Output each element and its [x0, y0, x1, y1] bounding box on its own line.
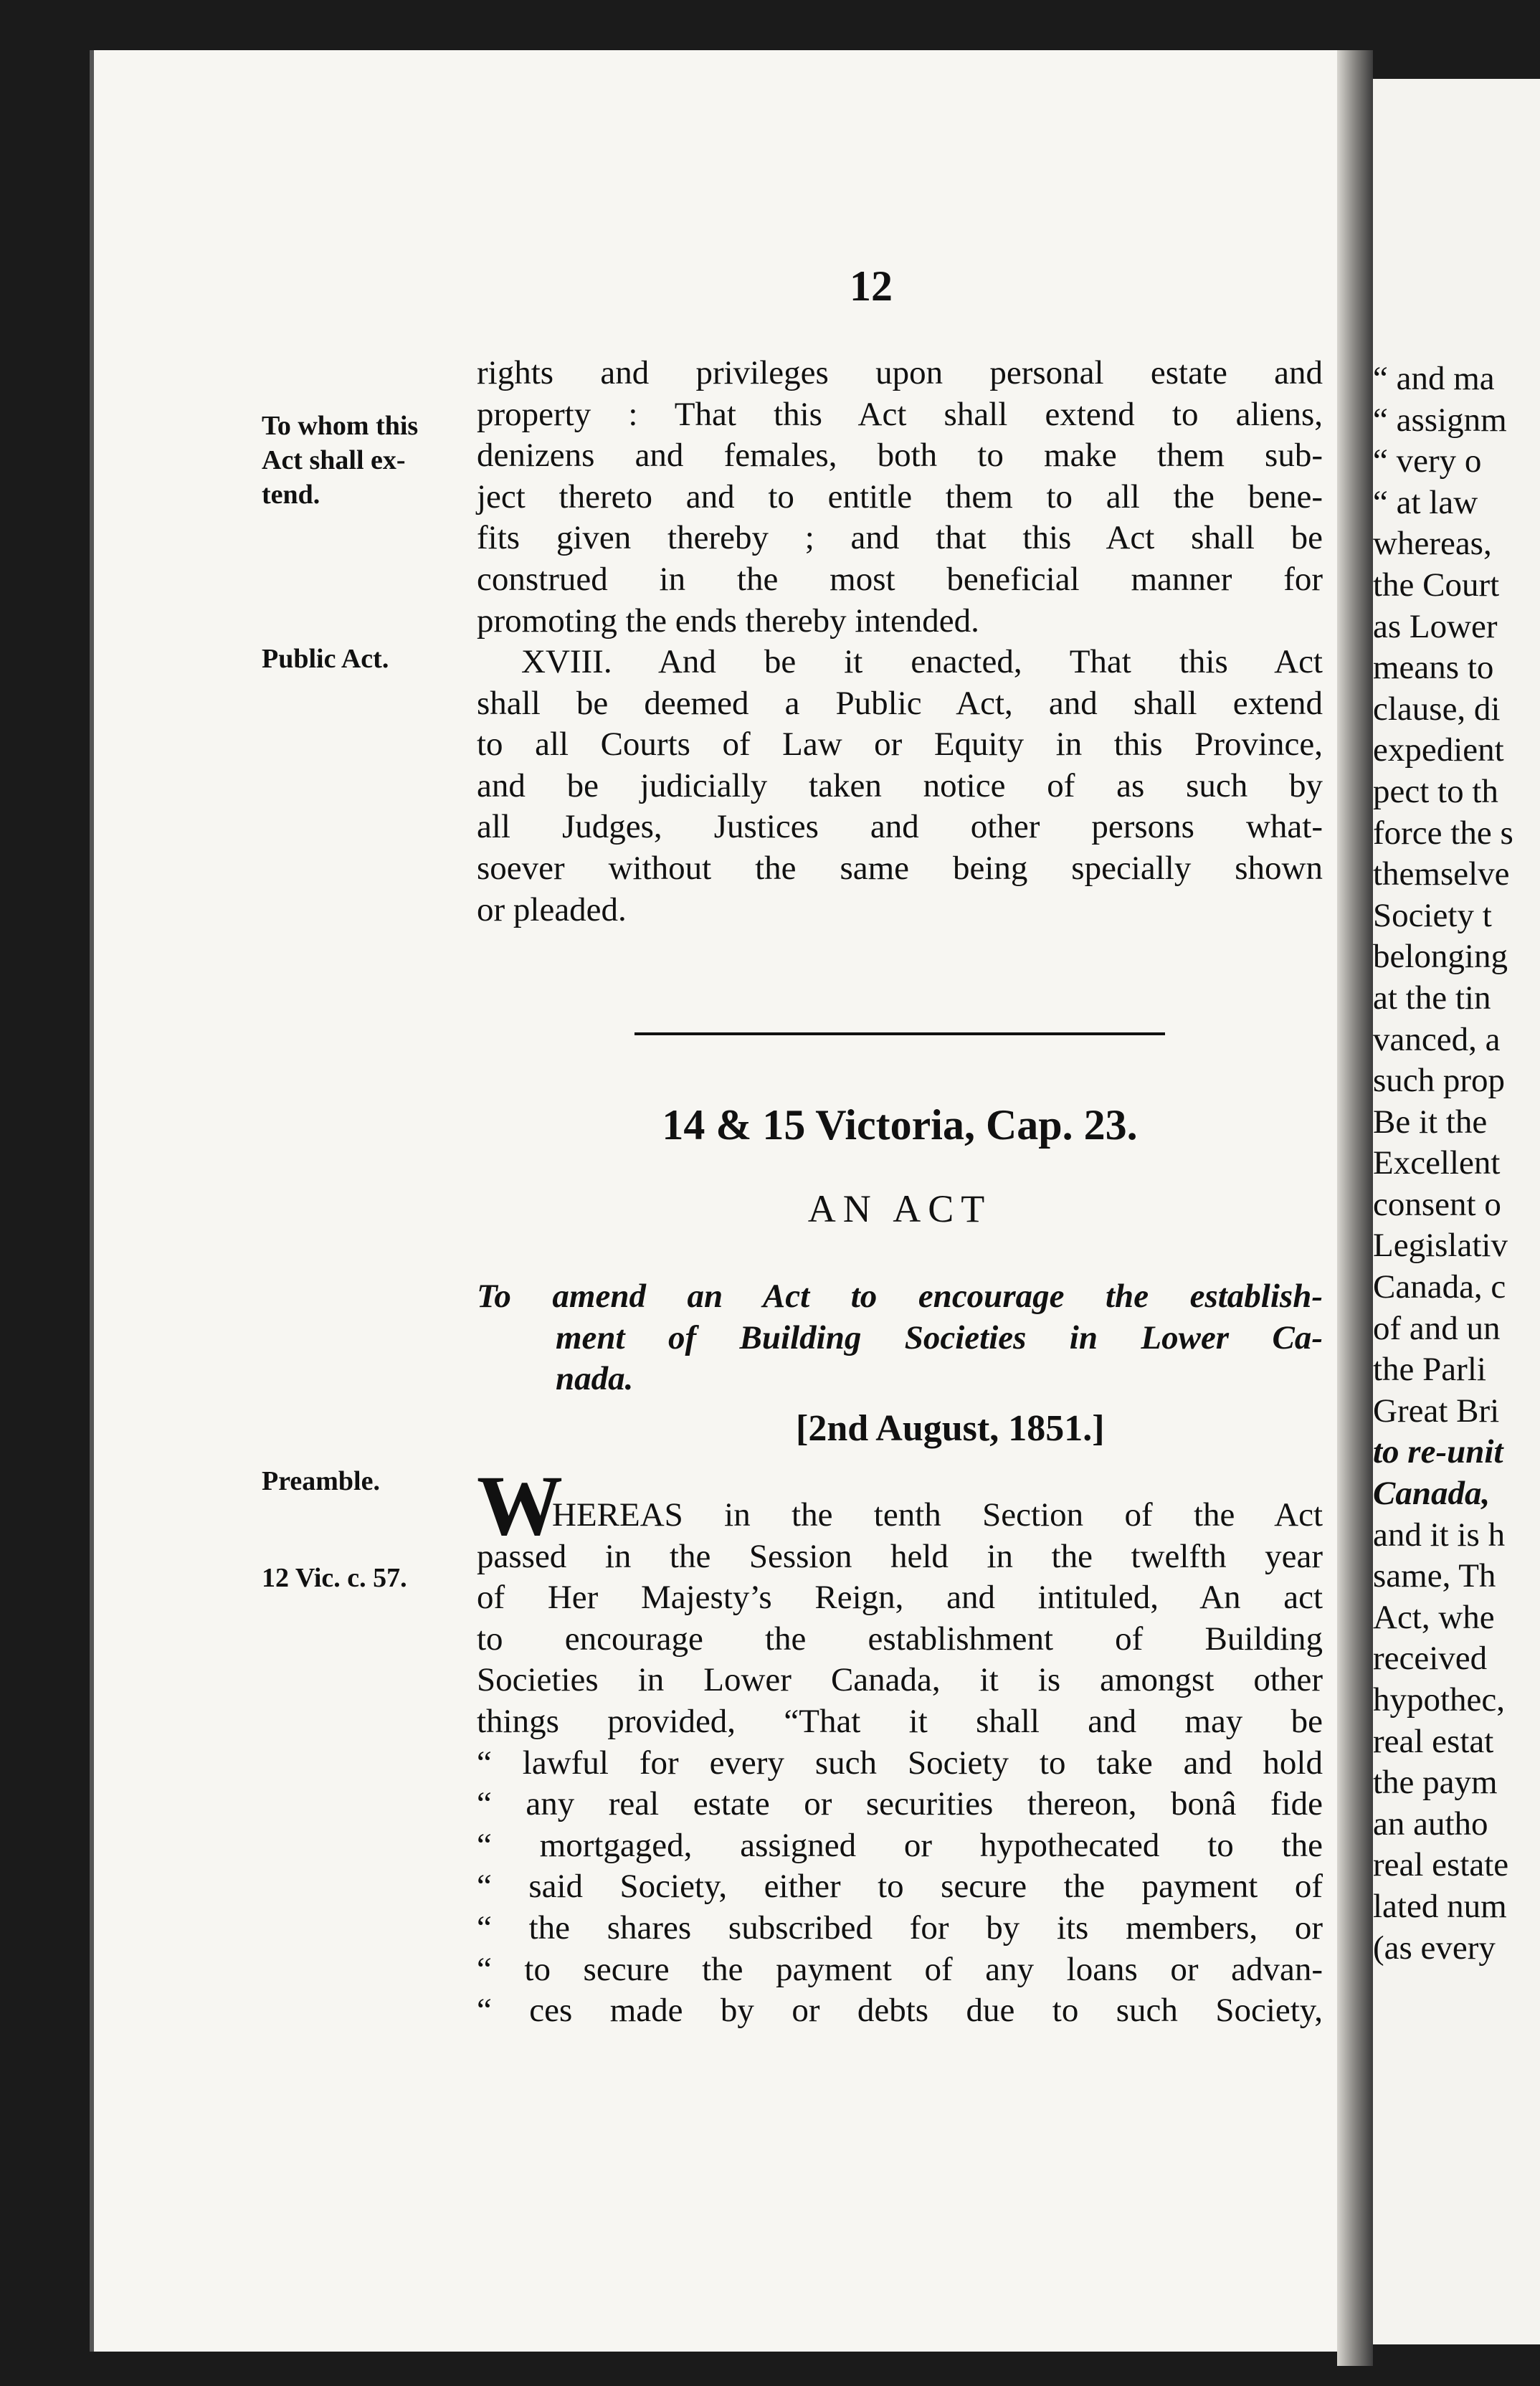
- facing-line: the Court: [1373, 566, 1500, 604]
- facing-line: force the s: [1373, 814, 1513, 852]
- section-divider-rule: [634, 1032, 1165, 1035]
- text-line: “ lawful for every such Society to take and hold: [477, 1744, 1323, 1782]
- facing-line: received: [1373, 1640, 1488, 1678]
- text-line: HEREAS in the tenth Section of the Act: [552, 1496, 1323, 1534]
- facing-line: real estate: [1373, 1846, 1509, 1884]
- text-line: to encourage the establishment of Building: [477, 1620, 1323, 1658]
- facing-line: and it is h: [1373, 1516, 1506, 1554]
- title-line: ment of Building Societies in Lower Ca-: [556, 1318, 1323, 1356]
- text-line: fits given thereby ; and that this Act shall be: [477, 519, 1323, 557]
- facing-line: consent o: [1373, 1185, 1501, 1223]
- text-line: ject thereto and to entitle them to all the bene-: [477, 477, 1323, 515]
- facing-line: Act, whe: [1373, 1598, 1495, 1636]
- text-line: property : That this Act shall extend to aliens,: [477, 395, 1323, 433]
- margin-note-line: Act shall ex-: [262, 445, 406, 475]
- act-citation: 14 & 15 Victoria, Cap. 23.: [662, 1101, 1138, 1149]
- text-line: Societies in Lower Canada, it is amongst other: [477, 1661, 1323, 1699]
- margin-note-preamble: [262, 1464, 462, 1498]
- act-date: [2nd August, 1851.]: [796, 1408, 1105, 1449]
- facing-line: Society t: [1373, 896, 1492, 934]
- facing-line: vanced, a: [1373, 1020, 1501, 1058]
- margin-note-public-act: [262, 642, 462, 676]
- title-line: nada.: [556, 1360, 634, 1398]
- page-number: 12: [850, 262, 893, 310]
- facing-line: Canada,: [1373, 1475, 1491, 1513]
- facing-line: clause, di: [1373, 690, 1501, 728]
- margin-note-citation: [262, 1561, 477, 1595]
- act-title: [477, 1276, 1323, 1400]
- facing-line: the paym: [1373, 1764, 1498, 1802]
- title-line: To amend an Act to encourage the establish-: [477, 1278, 1323, 1315]
- margin-note-line: Public Act.: [262, 644, 389, 674]
- text-line: XVIII. And be it enacted, That this Act: [521, 643, 1323, 680]
- text-line: “ any real estate or securities thereon, bonâ fide: [477, 1785, 1323, 1823]
- margin-note-line: tend.: [262, 480, 320, 510]
- text-line: “ to secure the payment of any loans or advan-: [477, 1950, 1323, 1988]
- text-line: and be judicially taken notice of as such by: [477, 766, 1323, 804]
- facing-line: at the tin: [1373, 979, 1491, 1017]
- facing-line: such prop: [1373, 1062, 1506, 1100]
- facing-line: “ very o: [1373, 442, 1482, 480]
- facing-line: real estat: [1373, 1722, 1494, 1760]
- margin-note-line: 12 Vic. c. 57.: [262, 1563, 407, 1593]
- facing-line: pect to th: [1373, 772, 1498, 810]
- book-gutter: [1337, 50, 1373, 2366]
- text-line: soever without the same being specially shown: [477, 849, 1323, 887]
- facing-line: whereas,: [1373, 525, 1492, 563]
- text-line: to all Courts of Law or Equity in this Province,: [477, 726, 1323, 764]
- text-line: things provided, “That it shall and may be: [477, 1702, 1323, 1740]
- text-line: “ ces made by or debts due to such Society,: [477, 1992, 1323, 2030]
- text-line: of Her Majesty’s Reign, and intituled, An act: [477, 1579, 1323, 1617]
- section-xviii: [477, 642, 1323, 931]
- text-line: “ mortgaged, assigned or hypothecated to the: [477, 1826, 1323, 1864]
- margin-note-to-whom: [262, 409, 462, 512]
- facing-line: themselve: [1373, 855, 1510, 893]
- text-line: all Judges, Justices and other persons what-: [477, 808, 1323, 846]
- facing-line: lated num: [1373, 1887, 1507, 1925]
- facing-line: “ and ma: [1373, 360, 1495, 397]
- facing-line: Canada, c: [1373, 1268, 1506, 1306]
- text-line: denizens and females, both to make them sub-: [477, 437, 1323, 475]
- facing-line: to re-unit: [1373, 1433, 1503, 1471]
- facing-page-text: [1373, 358, 1540, 1969]
- text-line: “ said Society, either to secure the payment of: [477, 1868, 1323, 1906]
- facing-line: an autho: [1373, 1805, 1488, 1843]
- facing-line: of and un: [1373, 1309, 1501, 1347]
- facing-line: “ assignm: [1373, 401, 1507, 439]
- text-line: passed in the Session held in the twelfth year: [477, 1537, 1323, 1575]
- facing-line: expedient: [1373, 731, 1504, 769]
- text-line: construed in the most beneficial manner for: [477, 560, 1323, 598]
- facing-line: means to: [1373, 649, 1494, 687]
- preamble-text: [477, 1495, 1323, 2032]
- facing-line: same, Th: [1373, 1557, 1496, 1595]
- margin-note-line: Preamble.: [262, 1466, 380, 1496]
- facing-line: Legislativ: [1373, 1227, 1508, 1265]
- facing-line: Be it the: [1373, 1103, 1488, 1141]
- facing-line: as Lower: [1373, 607, 1498, 645]
- facing-line: hypothec,: [1373, 1681, 1506, 1719]
- facing-line: “ at law: [1373, 483, 1478, 521]
- preamble-dropcap: W: [477, 1458, 563, 1553]
- facing-line: (as every: [1373, 1929, 1496, 1967]
- facing-line: Excellent: [1373, 1144, 1501, 1182]
- section-continuation: [477, 353, 1323, 642]
- facing-line: belonging: [1373, 938, 1508, 976]
- text-line: promoting the ends thereby intended.: [477, 602, 979, 640]
- margin-note-line: To whom this: [262, 411, 419, 441]
- facing-line: Great Bri: [1373, 1392, 1500, 1430]
- text-line: rights and privileges upon personal estate and: [477, 354, 1323, 391]
- text-line: or pleaded.: [477, 890, 627, 928]
- act-heading: AN ACT: [807, 1187, 992, 1230]
- facing-line: the Parli: [1373, 1351, 1486, 1389]
- text-line: “ the shares subscribed for by its members, or: [477, 1909, 1323, 1947]
- text-line: shall be deemed a Public Act, and shall extend: [477, 684, 1323, 722]
